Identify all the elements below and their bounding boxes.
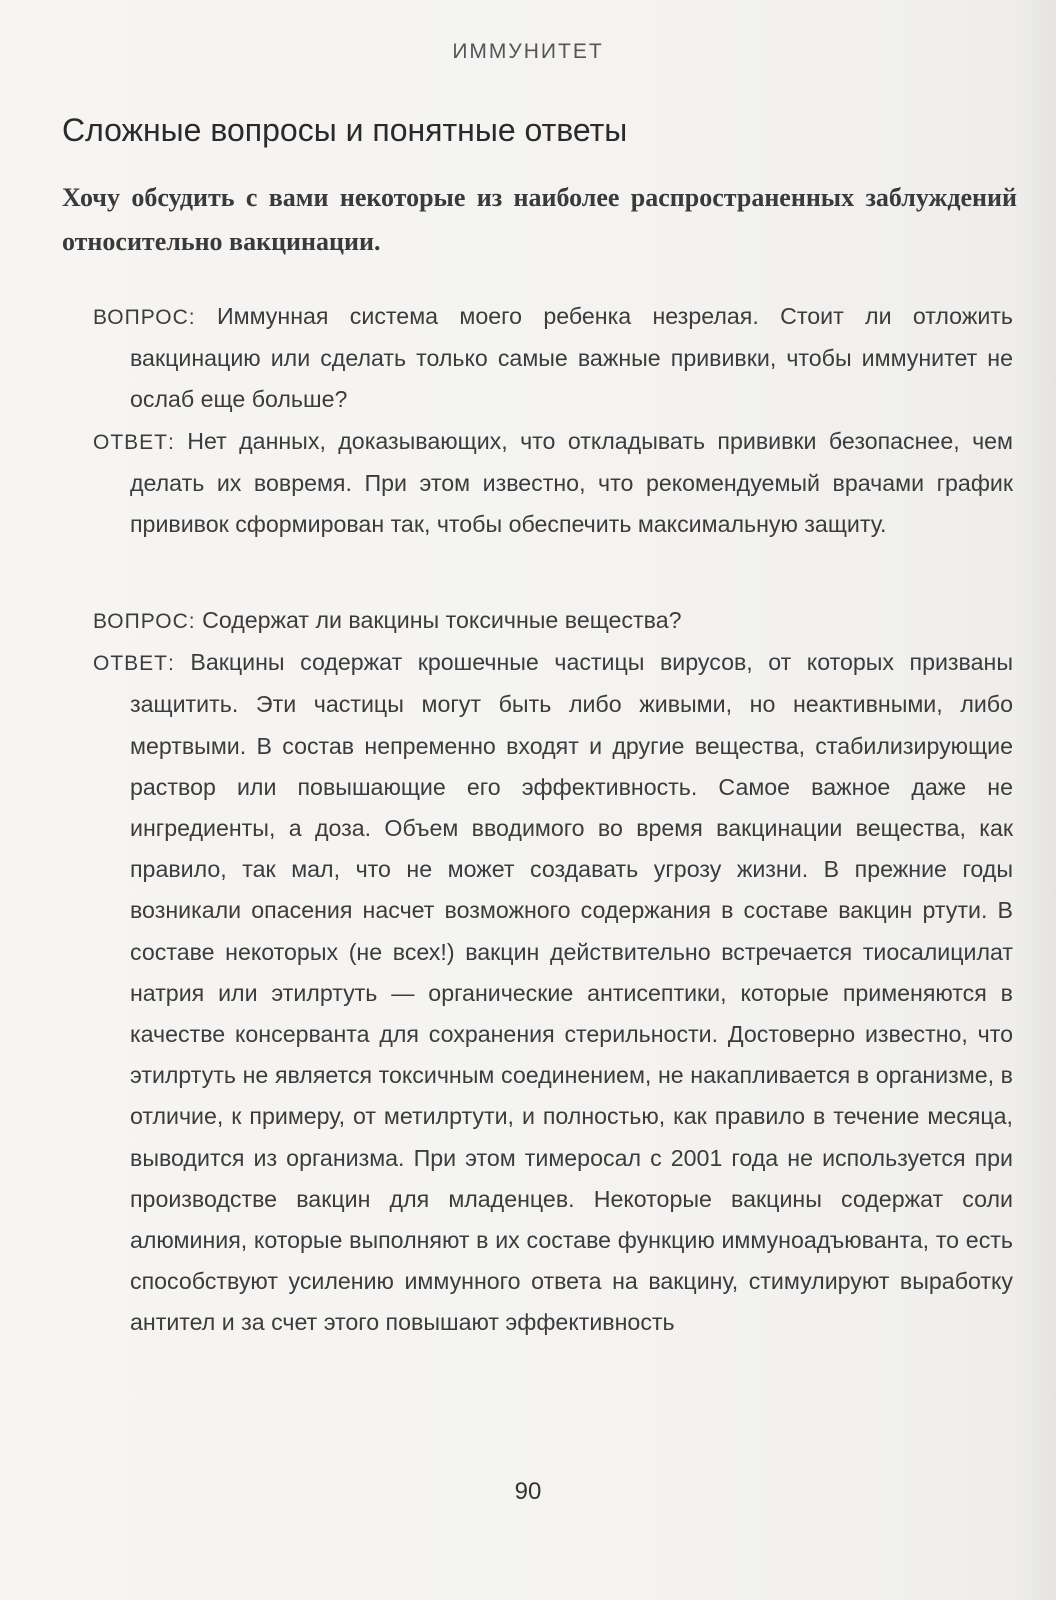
question-label: ВОПРОС: — [93, 610, 196, 633]
question-paragraph — [93, 296, 1013, 421]
question-text: Содержат ли вакцины токсичные вещества? — [202, 607, 682, 633]
answer-text: Нет данных, доказывающих, что откладывать прививки безопаснее, чем делать их вовремя. При этом известно, что рекомендуемый врачами график прививок сформирован так, чтобы обеспечить максимальную защиту. — [130, 427, 1013, 538]
question-label: ВОПРОС: — [93, 306, 196, 329]
answer-paragraph — [93, 421, 1013, 546]
page-number: 90 — [514, 1478, 542, 1505]
intro-paragraph: Хочу обсудить с вами некоторые из наиболее распространенных заблуждений относительно вакцинации. — [62, 183, 1017, 256]
qa-block — [93, 600, 1013, 1344]
answer-text: Вакцины содержат крошечные частицы вирусов, от которых призваны защитить. Эти частицы могут быть либо живыми, но неактивными, либо мертвыми. В состав непременно входят и другие вещества, стабилизирующие раствор или повышающие его эффективность. Самое важное даже не ингредиенты, а доза. Объем вводимого во время вакцинации вещества, как правило, так мал, что не может создавать угрозу жизни. В прежние годы возникали опасения насчет возможного содержания в составе вакцин ртути. В составе некоторых (не всех!) вакцин действительно встречается тиосалицилат натрия или этилртуть — органические антисептики, которые применяются в качестве консерванта для сохранения стерильности. Достоверно известно, что этилртуть не является токсичным соединением, не накапливается в организме, в отличие, к примеру, от метилртути, и полностью, как правило в течение месяца, выводится из организма. При этом тимеросал с 2001 года не используется при производстве вакцин для младенцев. Некоторые вакцины содержат соли алюминия, которые выполняют в их составе функцию иммуноадъюванта, то есть способствуют усилению иммунного ответа на вакцину, стимулируют выработку антител и за счет этого повышают эффективность — [130, 649, 1013, 1336]
question-text: Иммунная система моего ребенка незрелая. Стоит ли отложить вакцинацию или сделать только самые важные прививки, чтобы иммунитет не ослаб еще больше? — [130, 303, 1013, 413]
question-paragraph — [93, 600, 1013, 642]
answer-label: ОТВЕТ: — [93, 430, 175, 454]
qa-block — [93, 296, 1013, 545]
section-title: Сложные вопросы и понятные ответы — [62, 112, 628, 148]
answer-label: ОТВЕТ: — [93, 652, 175, 676]
running-head: ИММУНИТЕТ — [452, 40, 604, 63]
answer-paragraph — [93, 642, 1013, 1343]
